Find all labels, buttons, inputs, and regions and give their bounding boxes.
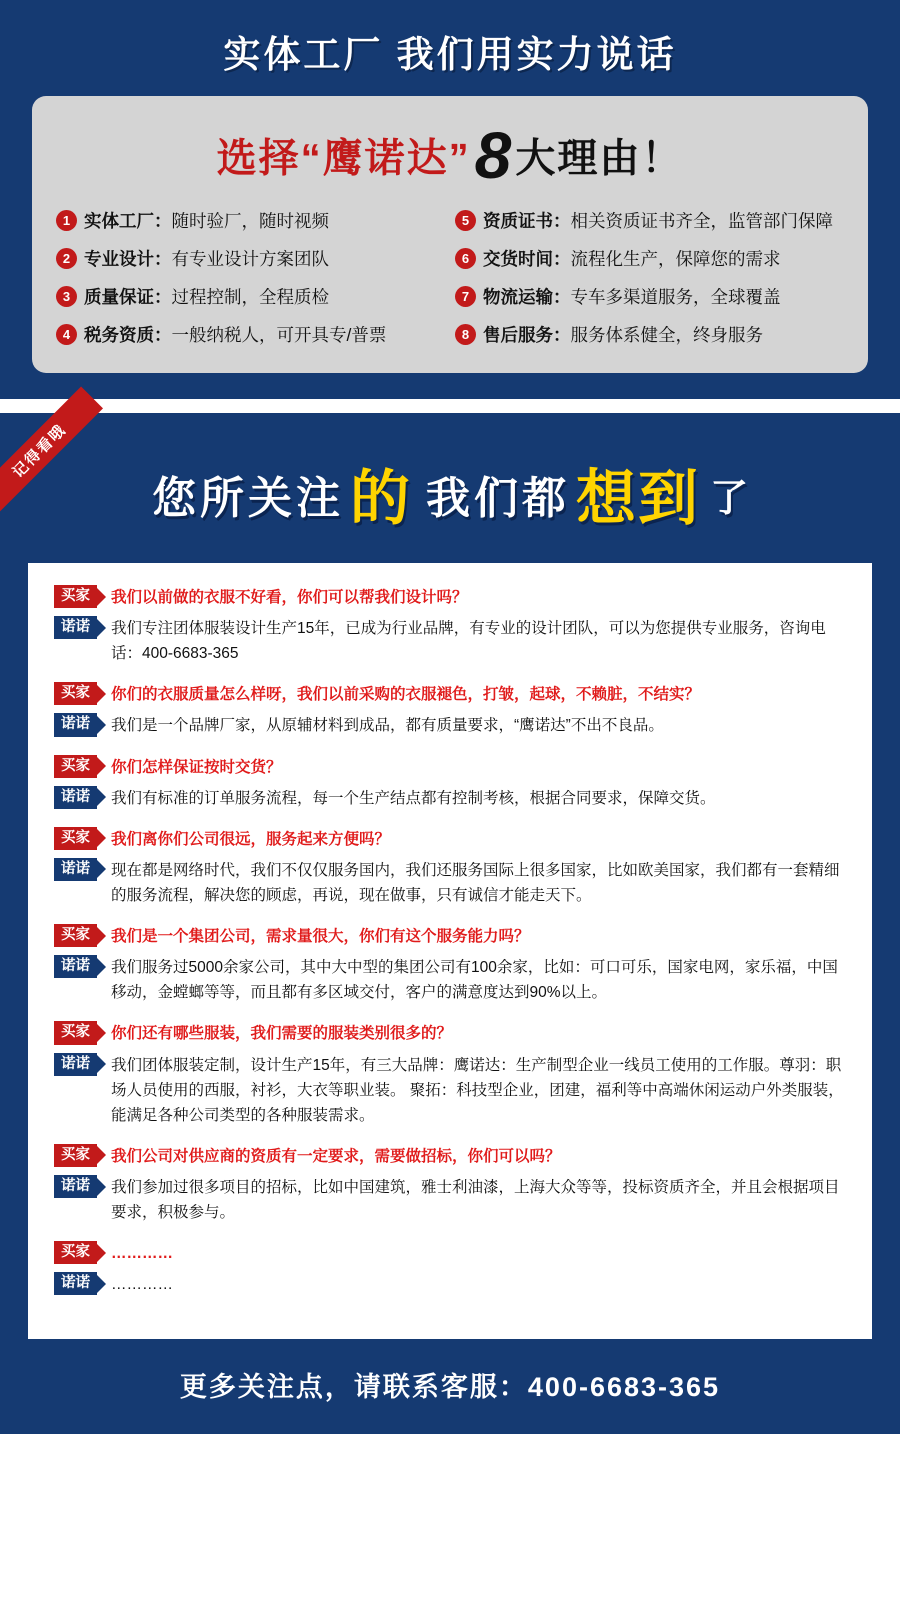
reason-body: 过程控制，全程质检 [171, 287, 329, 307]
reply-tag: 诺诺 [54, 1272, 97, 1295]
reply-tag: 诺诺 [54, 1175, 97, 1198]
faq-headline-part2: 的 [349, 465, 410, 532]
reason-body: 有专业设计方案团队 [171, 249, 329, 269]
reply-tag: 诺诺 [54, 1053, 97, 1076]
faq-headline-part1: 您所关注 [151, 474, 344, 523]
question-text: 我们离你们公司很远，服务起来方便吗？ [111, 830, 391, 848]
buyer-tag: 买家 [54, 585, 97, 608]
qa-block [54, 1021, 846, 1127]
qa-question [54, 827, 846, 852]
question-text: 我们是一个集团公司，需求量很大，你们有这个服务能力吗？ [111, 928, 530, 946]
question-text: 你们的衣服质量怎么样呀，我们以前采购的衣服褪色，打皱，起球，不赖脏，不结实？ [111, 686, 701, 704]
answer-text: 我们是一个品牌厂家，从原辅材料到成品，都有质量要求，“鹰诺达”不出不良品。 [111, 717, 664, 735]
section-divider [0, 399, 900, 413]
reasons-card [32, 96, 868, 373]
reason-heading: 物流运输： [483, 287, 571, 307]
qa-question [54, 924, 846, 949]
reason-number-badge: 2 [56, 248, 77, 269]
qa-block [54, 1241, 846, 1297]
reason-heading: 专业设计： [84, 249, 172, 269]
reason-item [455, 284, 844, 309]
reason-item [56, 322, 445, 347]
buyer-tag: 买家 [54, 1021, 97, 1044]
answer-text: 现在都是网络时代，我们不仅仅服务国内，我们还服务国际上很多国家，比如欧美国家，我们都有一套精细的服务流程，解决您的顾虑，再说，现在做事，只有诚信才能走天下。 [111, 861, 840, 904]
qa-answer [54, 955, 846, 1005]
reason-body: 相关资质证书齐全，监管部门保障 [570, 211, 833, 231]
qa-answer [54, 713, 846, 738]
reason-number-badge: 1 [56, 210, 77, 231]
reason-heading: 税务资质： [84, 325, 172, 345]
qa-block [54, 755, 846, 811]
reason-body: 随时验厂，随时视频 [171, 211, 329, 231]
buyer-tag: 买家 [54, 1241, 97, 1264]
qa-answer [54, 1272, 846, 1297]
reply-tag: 诺诺 [54, 786, 97, 809]
reason-item [56, 284, 445, 309]
reason-number-badge: 8 [455, 324, 476, 345]
buyer-tag: 买家 [54, 682, 97, 705]
qa-answer [54, 1175, 846, 1225]
reasons-grid [56, 202, 844, 347]
reason-body: 一般纳税人，可开具专/普票 [171, 325, 387, 345]
faq-card [28, 563, 872, 1339]
reason-number-badge: 3 [56, 286, 77, 307]
qa-question [54, 1021, 846, 1046]
qa-question [54, 1241, 846, 1266]
reason-item [455, 322, 844, 347]
card-title-suffix: 大理由！ [515, 136, 684, 181]
card-title-red: 选择“鹰诺达” [216, 136, 471, 181]
faq-headline-part4: 想到 [575, 465, 700, 532]
answer-text: ………… [111, 1276, 173, 1294]
reply-tag: 诺诺 [54, 955, 97, 978]
reason-item [455, 208, 844, 233]
buyer-tag: 买家 [54, 1144, 97, 1167]
question-text: 你们还有哪些服装，我们需要的服装类别很多的？ [111, 1025, 453, 1043]
reply-tag: 诺诺 [54, 858, 97, 881]
reason-number-badge: 6 [455, 248, 476, 269]
faq-headline-part5: 了 [709, 477, 748, 520]
reason-heading: 交货时间： [483, 249, 571, 269]
faq-footer-contact: 更多关注点，请联系客服：400-6683-365 [179, 1372, 721, 1403]
card-title-number: 8 [474, 118, 512, 192]
qa-question [54, 755, 846, 780]
reason-item [455, 246, 844, 271]
buyer-tag: 买家 [54, 755, 97, 778]
reason-number-badge: 7 [455, 286, 476, 307]
qa-block [54, 1144, 846, 1225]
answer-text: 我们有标准的订单服务流程，每一个生产结点都有控制考核，根据合同要求，保障交货。 [111, 789, 716, 807]
reason-body: 专车多渠道服务，全球覆盖 [570, 287, 781, 307]
reason-item [56, 208, 445, 233]
qa-block [54, 924, 846, 1005]
reason-heading: 质量保证： [84, 287, 172, 307]
qa-question [54, 1144, 846, 1169]
qa-question [54, 585, 846, 610]
qa-question [54, 682, 846, 707]
reply-tag: 诺诺 [54, 616, 97, 639]
qa-block [54, 585, 846, 666]
question-text: ………… [111, 1245, 173, 1263]
qa-answer [54, 858, 846, 908]
question-text: 我们公司对供应商的资质有一定要求，需要做招标，你们可以吗？ [111, 1147, 561, 1165]
answer-text: 我们专注团体服装设计生产15年，已成为行业品牌，有专业的设计团队，可以为您提供专业服务，咨询电话：400-6683-365 [111, 620, 826, 663]
reason-number-badge: 5 [455, 210, 476, 231]
corner-ribbon: 记得看哦 [0, 387, 103, 515]
answer-text: 我们服务过5000余家公司，其中大中型的集团公司有100余家，比如：可口可乐，国家电网，家乐福，中国移动，金螳螂等等，而且都有多区域交付，客户的满意度达到90%以上。 [111, 959, 838, 1002]
question-text: 我们以前做的衣服不好看，你们可以帮我们设计吗？ [111, 589, 468, 606]
reason-number-badge: 4 [56, 324, 77, 345]
faq-section [0, 413, 900, 1434]
faq-headline-part3: 我们都 [425, 474, 570, 523]
reasons-section [0, 0, 900, 399]
qa-answer [54, 786, 846, 811]
buyer-tag: 买家 [54, 827, 97, 850]
reason-body: 服务体系健全，终身服务 [570, 325, 763, 345]
qa-answer [54, 616, 846, 666]
reason-body: 流程化生产，保障您的需求 [570, 249, 781, 269]
section-headline: 实体工厂 我们用实力说话 [223, 34, 677, 75]
reasons-card-title [56, 116, 844, 202]
buyer-tag: 买家 [54, 924, 97, 947]
answer-text: 我们参加过很多项目的招标，比如中国建筑，雅士利油漆，上海大众等等，投标资质齐全，并且会根据项目要求，积极参与。 [111, 1178, 840, 1222]
qa-block [54, 827, 846, 908]
answer-text: 我们团体服装定制，设计生产15年，有三大品牌：鹰诺达：生产制型企业一线员工使用的工作服。尊羽：职场人员使用的西服，衬衫，大衣等职业装。 聚拓：科技型企业，团建，福利等中高端休闲运动户外类服装，能满足各种公司类型的各种服装需求。 [111, 1056, 844, 1124]
qa-block [54, 682, 846, 738]
qa-answer [54, 1053, 846, 1128]
reason-item [56, 246, 445, 271]
reason-heading: 售后服务： [483, 325, 571, 345]
question-text: 你们怎样保证按时交货？ [111, 758, 282, 776]
reply-tag: 诺诺 [54, 713, 97, 736]
faq-headline [0, 413, 900, 563]
reason-heading: 实体工厂： [84, 211, 172, 231]
reason-heading: 资质证书： [483, 211, 571, 231]
